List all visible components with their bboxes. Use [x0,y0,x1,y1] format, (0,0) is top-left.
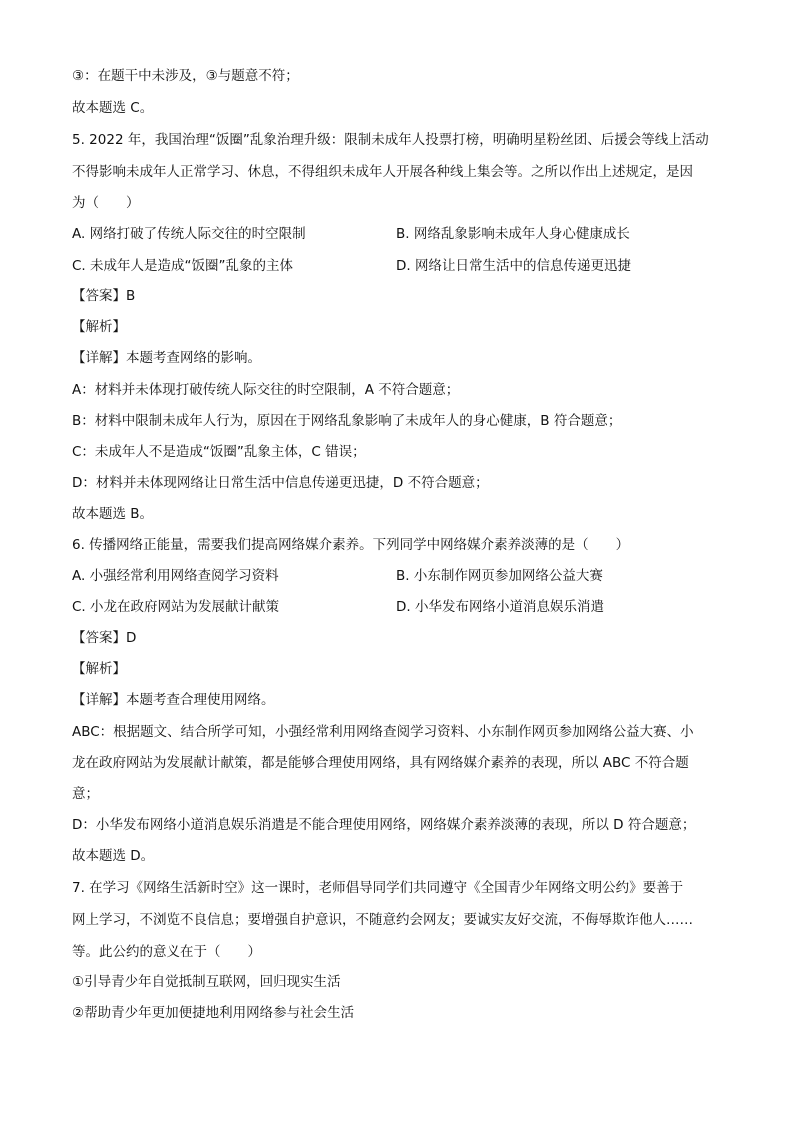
question-7-item-1: ①引导青少年自觉抵制互联网，回归现实生活 [72,974,341,990]
question-6-stem: 6. 传播网络正能量，需要我们提高网络媒介素养。下列同学中网络媒介素养淡薄的是（ ） [72,537,630,553]
question-5-option-a: A. 网络打破了传统人际交往的时空限制 [72,226,306,242]
question-7-stem: 等。此公约的意义在于（ ） [72,944,261,960]
question-5-explanation-a: A：材料并未体现打破传统人际交往的时空限制，A 不符合题意； [72,382,460,398]
text-line: ③：在题干中未涉及，③与题意不符； [72,68,299,84]
question-6-option-c: C. 小龙在政府网站为发展献计献策 [72,599,280,615]
question-6-answer: 【答案】D [72,630,137,646]
question-6-detail: 【详解】本题考查合理使用网络。 [72,692,275,708]
question-7-stem: 7. 在学习《网络生活新时空》这一课时，老师倡导同学们共同遵守《全国青少年网络文明公约》要善于 [72,880,684,896]
question-6-explanation-abc: 龙在政府网站为发展献计献策，都是能够合理使用网络，具有网络媒介素养的表现，所以 ABC 不符合题 [72,755,689,771]
question-6-explanation-abc: ABC：根据题文、结合所学可知，小强经常利用网络查阅学习资料、小东制作网页参加网络公益大赛、小 [72,724,694,740]
question-7-stem: 网上学习，不浏览不良信息；要增强自护意识，不随意约会网友；要诚实友好交流，不侮辱欺诈他人…… [72,912,693,928]
question-5-option-c: C. 未成年人是造成“饭圈”乱象的主体 [72,258,293,274]
question-6-conclusion: 故本题选 D。 [72,848,155,864]
question-6-option-b: B. 小东制作网页参加网络公益大赛 [396,568,603,584]
question-5-analysis-heading: 【解析】 [72,319,126,335]
question-5-detail: 【详解】本题考查网络的影响。 [72,350,261,366]
question-5-option-b: B. 网络乱象影响未成年人身心健康成长 [396,226,630,242]
text-line: 故本题选 C。 [72,100,154,116]
question-5-stem: 为（ ） [72,195,140,211]
question-6-explanation-d: D：小华发布网络小道消息娱乐消遣是不能合理使用网络，网络媒介素养淡薄的表现，所以 D 符合题意； [72,817,696,833]
question-6-option-d: D. 小华发布网络小道消息娱乐消遣 [396,599,604,615]
question-5-conclusion: 故本题选 B。 [72,506,154,522]
question-5-stem: 不得影响未成年人正常学习、休息，不得组织未成年人开展各种线上集会等。之所以作出上述规定，是因 [72,164,693,180]
question-5-explanation-d: D：材料并未体现网络让日常生活中信息传递更迅捷，D 不符合题意； [72,475,489,491]
question-5-option-d: D. 网络让日常生活中的信息传递更迅捷 [396,258,631,274]
question-6-option-a: A. 小强经常利用网络查阅学习资料 [72,568,279,584]
question-5-explanation-c: C：未成年人不是造成“饭圈”乱象主体，C 错误； [72,444,366,460]
question-5-stem: 5. 2022 年，我国治理“饭圈”乱象治理升级：限制未成年人投票打榜，明确明星粉丝团、后援会等线上活动 [72,132,709,148]
question-5-answer: 【答案】B [72,288,136,304]
question-6-explanation-abc: 意； [72,786,99,802]
question-5-explanation-b: B：材料中限制未成年人行为，原因在于网络乱象影响了未成年人的身心健康，B 符合题意； [72,413,622,429]
question-6-analysis-heading: 【解析】 [72,661,126,677]
question-7-item-2: ②帮助青少年更加便捷地利用网络参与社会生活 [72,1005,355,1021]
